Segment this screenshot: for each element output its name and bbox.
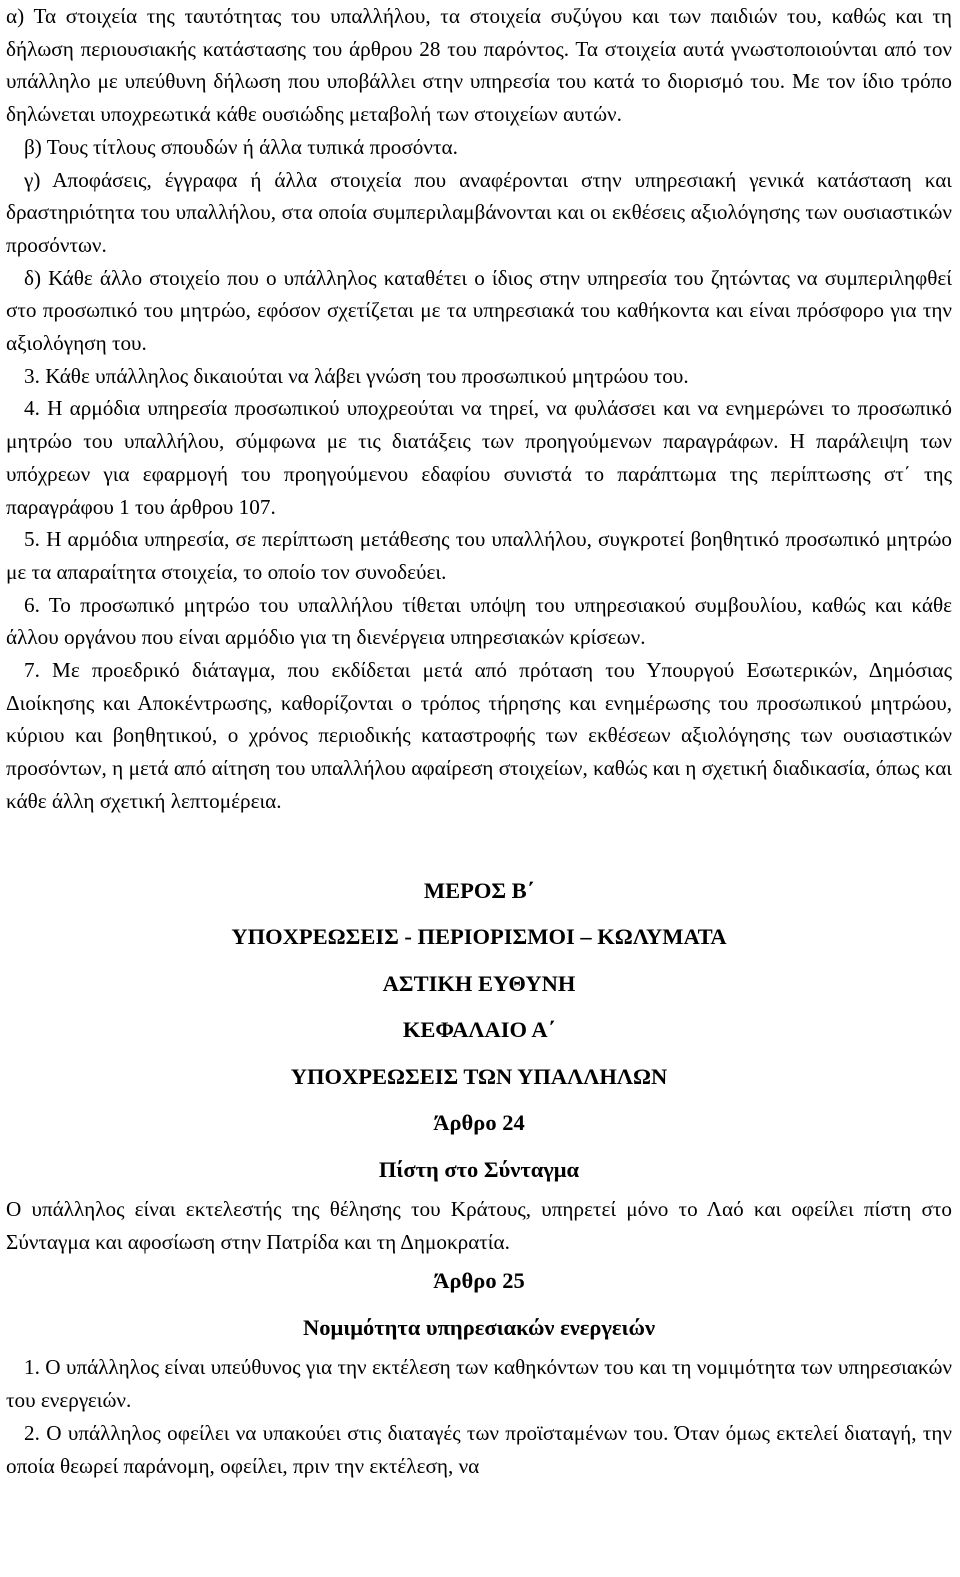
chapter-title-heading: ΥΠΟΧΡΕΩΣΕΙΣ ΤΩΝ ΥΠΑΛΛΗΛΩΝ: [290, 1063, 668, 1089]
paragraph-5-number: 5.: [24, 527, 40, 552]
paragraph-4-text: Η αρμόδια υπηρεσία προσωπικού υποχρεούται να τηρεί, να φυλάσσει και να ενημερώνει το προσωπικό μητρώο του υπαλλήλου, σύμφωνα με τις διατάξεις των προηγούμενων παραγράφων. Η παράλειψη των υπόχρεων για εφαρμογή του προηγούμενου εδαφίου συνιστά το παράπτωμα της περίπτωσης στ΄ της παραγράφου 1 του άρθρου 107.: [6, 396, 952, 519]
article-25-title: Νομιμότητα υπηρεσιακών ενεργειών: [302, 1314, 656, 1340]
paragraph-a: α) Τα στοιχεία της ταυτότητας του υπαλλήλου, τα στοιχεία συζύγου και των παιδιών του, καθώς και τη δήλωση περιουσιακής κατάστασης του άρθρου 28 του παρόντος. Τα στοιχεία αυτά γνωστοποιούνται από τον υπάλληλο με υπεύθυνη δήλωση που υποβάλλει στην υπηρεσία του κατά το διορισμό του. Με τον ίδιο τρόπο δηλώνεται υποχρεωτικά κάθε ουσιώδης μεταβολή των στοιχείων αυτών.: [6, 4, 952, 127]
chapter-heading: ΚΕΦΑΛΑΙΟ Α΄: [402, 1017, 556, 1043]
paragraph-7: [6, 654, 952, 818]
paragraph-7-text: Με προεδρικό διάταγμα, που εκδίδεται μετά από πρόταση του Υπουργού Εσωτερικών, Δημόσιας Διοίκησης και Αποκέντρωσης, καθορίζονται ο τρόπος τήρησης και ενημέρωσης του προσωπικού μητρώου, κύριου και βοηθητικού, ο χρόνος περιοδικής καταστροφής των εκθέσεων αξιολόγησης των ουσιαστικών προσόντων, η μετά από αίτηση του υπαλλήλου αφαίρεση στοιχείων, καθώς και η σχετική διαδικασία, όπως και κάθε άλλη σχετική λεπτομέρεια.: [6, 658, 952, 813]
paragraph-b: β) Τους τίτλους σπουδών ή άλλα τυπικά προσόντα.: [24, 134, 458, 159]
paragraph-d: δ) Κάθε άλλο στοιχείο που ο υπάλληλος καταθέτει ο ίδιος στην υπηρεσία του ζητώντας να συμπεριληφθεί στο προσωπικό του μητρώο, εφόσον σχετίζεται με τα υπηρεσιακά του καθήκοντα και είναι πρόσφορο για την αξιολόγηση του.: [6, 265, 952, 356]
article-24-number: Άρθρο 24: [433, 1110, 525, 1136]
paragraph-5: [6, 523, 952, 588]
paragraph-3-text: Κάθε υπάλληλος δικαιούται να λάβει γνώση του προσωπικού μητρώου του.: [39, 363, 689, 388]
paragraph-3-number: 3.: [24, 363, 40, 388]
article-25-paragraph-1: 1. Ο υπάλληλος είναι υπεύθυνος για την εκτέλεση των καθηκόντων του και τη νομιμότητα των υπηρεσιακών του ενεργειών.: [6, 1355, 952, 1413]
part-heading: ΜΕΡΟΣ Β΄: [423, 877, 535, 903]
part-subtitle-heading: ΑΣΤΙΚΗ ΕΥΘΥΝΗ: [382, 970, 576, 996]
document-page: [6, 0, 952, 1482]
paragraph-6-text: Το προσωπικό μητρώο του υπαλλήλου τίθεται υπόψη του υπηρεσιακού συμβουλίου, καθώς και κάθε άλλου οργάνου που είναι αρμόδιο για τη διενέργεια υπηρεσιακών κρίσεων.: [6, 592, 952, 650]
paragraph-7-number: 7.: [24, 658, 40, 683]
article-24-text: Ο υπάλληλος είναι εκτελεστής της θέλησης του Κράτους, υπηρετεί μόνο το Λαό και οφείλει πίστη στο Σύνταγμα και αφοσίωση στην Πατρίδα και τη Δημοκρατία.: [6, 1197, 952, 1254]
paragraph-c: γ) Αποφάσεις, έγγραφα ή άλλα στοιχεία που αναφέρονται στην υπηρεσιακή γενικά κατάσταση και δραστηριότητα του υπαλλήλου, στα οποία συμπεριλαμβάνονται και οι εκθέσεις αξιολόγησης των ουσιαστικών προσόντων.: [6, 167, 952, 257]
article-25-paragraph-2: 2. Ο υπάλληλος οφείλει να υπακούει στις διαταγές των προϊσταμένων του. Όταν όμως εκτελεί διαταγή, την οποία θεωρεί παράνομη, οφείλει, πριν την εκτέλεση, να: [6, 1420, 952, 1478]
paragraph-6: [6, 589, 952, 654]
article-25-number: Άρθρο 25: [433, 1268, 525, 1294]
paragraph-4-number: 4.: [24, 396, 40, 421]
paragraph-3: [6, 360, 952, 393]
article-24-title: Πίστη στο Σύνταγμα: [378, 1156, 580, 1182]
paragraph-4: [6, 392, 952, 523]
paragraph-5-text: Η αρμόδια υπηρεσία, σε περίπτωση μετάθεσης του υπαλλήλου, συγκροτεί βοηθητικό προσωπικό μητρώο με τα απαραίτητα στοιχεία, το οποίο τον συνοδεύει.: [6, 527, 952, 584]
paragraph-6-number: 6.: [24, 592, 40, 617]
part-title-heading: ΥΠΟΧΡΕΩΣΕΙΣ - ΠΕΡΙΟΡΙΣΜΟΙ – ΚΩΛΥΜΑΤΑ: [231, 924, 727, 950]
